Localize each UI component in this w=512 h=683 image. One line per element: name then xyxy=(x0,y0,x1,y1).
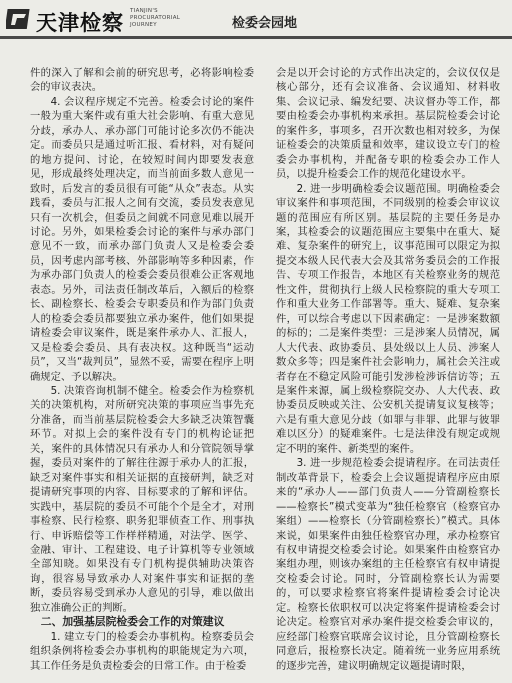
left-text-column xyxy=(30,66,254,673)
right-text-column xyxy=(276,66,500,673)
paragraph: 1. 建立专门的检委会办事机构。检察委员会组织条例将检委会办事机构的职能规定为六项，其工作任务是负责检委会的日常工作。由于检委 xyxy=(30,630,254,672)
section-title: 检委会园地 xyxy=(232,16,298,31)
paragraph: 会是以开会讨论的方式作出决定的，会议仅仅是核心部分，还有会议准备、会议通知、材料收集、会议记录、编发纪要、决议督办等工作，都要由检委会办事机构来承担。基层院检委会讨论的案件多，事项多，召开次数也相对较多，为保证检委会的决策质量和效率，建议设立专门的检委会办事机构，并配备专职的检委会办工作人员，以提升检委会工作的规范化建设水平。 xyxy=(276,67,500,181)
paragraph: 4. 会议程序规定不完善。检委会讨论的案件一般为重大案件或有重大社会影响、有重大意见分歧，承办人、承办部门可能讨论多次仍不能决定。而委员只是通过听汇报、看材料，对有疑问的地方提问、讨论，在较短时间内即要发表意见，形成最终处理决定，而当前面多数人意见一致时，后发言的委员很有可能“从众”表态。从实践看，委员与汇报人之间有交流，委员发表意见只有一次机会，但委员之间就不同意见难以展开讨论。另外，如果检委会讨论的案件与承办部门意见不一致，而承办部门负责人又是检委会委员，因考虑内部考核、外部影响等多种因素，作为承办部门负责人的检委会委员很难公正客观地表态。另外，司法责任制改革后，入额后的检察长、副检察长、检委会专职委员和作为部门负责人的检委会委员都要独立承办案件，他们如果提请检委会审议案件，既是案件承办人、汇报人，又是检委会委员、具有表决权。这种既当“运动员”，又当“裁判员”，显然不妥，需要在程序上明确规定、予以解决。 xyxy=(30,95,254,383)
logo-emblem-icon xyxy=(6,6,34,32)
paragraph: 件的深入了解和会前的研究思考，必将影响检委会的审议表决。 xyxy=(30,67,254,94)
header-divider xyxy=(0,36,512,39)
paragraph: 5. 决策咨询机制不健全。检委会作为检察机关的决策机构，对所研究决策的事项应当事先充分准备，而当前基层院检委会大多缺乏决策智囊环节。对拟上会的案件没有专门的机构论证把关，案件的具体情况只有承办人和分管院领导掌握，委员对案件的了解往往源于承办人的汇报，缺乏对案件事实和相关证据的直接研判，缺乏对提请研究事项的内容、目标要求的了解和评估。实践中，基层院的委员不可能个个是全才，对刑事检察、民行检察、职务犯罪侦查工作、刑事执行、申诉赔偿等工作样样精通，对法学、医学、金融、审计、工程建设、电子计算机等专业领域全部知晓。如果没有专门机构提供辅助决策咨询，很容易导致承办人对案件事实和证据的垄断，委员容易受到承办人意见的引导，难以做出独立准确公正的判断。 xyxy=(30,384,254,614)
journal-logo-text: 天津检察 xyxy=(36,10,124,35)
paragraph: 2. 进一步明确检委会议题范围。明确检委会审议案件和事项范围，不同级别的检委会审议议题的范围应有所区别。基层院的主要任务是办案，其检委会的议题范围应主要集中在重大、疑难、复杂案件的研究上，议事范围可以限定为拟提交本级人民代表大会及其常务委员会的工作报告、专项工作报告，本地区有关检察业务的规范性文件，贯彻执行上级人民检察院的重大专项工作和重大业务工作部署等。重大、疑难、复杂案件，可以综合考虑以下因素确定：一是涉案数额的标的；二是案件类型：三是涉案人员情况，属人大代表、政协委员、县处级以上人员、涉案人数众多等；四是案件社会影响力，属社会关注或者存在不稳定风险可能引发涉检涉诉信访等；五是案件来源，属上级检察院交办、人大代表、政协委员反映或关注、公安机关提请复议复核等；六是有重大意见分歧（如罪与非罪、此罪与彼罪难以区分）的疑难案件。七是法律没有规定或规定不明的案件、新类型的案件。 xyxy=(276,182,500,455)
journal-english-subtitle: TIANJIN'S PROCURATORIAL JOURNEY xyxy=(130,8,181,28)
page-header xyxy=(0,0,512,42)
section-heading: 二、加强基层院检委会工作的对策建议 xyxy=(40,615,225,629)
paragraph: 3. 进一步规范检委会提请程序。在司法责任制改革背景下，检委会上会议题提请程序应由原来的“承办人——部门负责人——分管副检察长——检察长”模式变革为“独任检察官（检察官办案组）——检察长（分管副检察长）”模式。具体来说，如果案件由独任检察官办理，承办检察官有权申请提交检委会讨论。如果案件由检察官办案组办理，则该办案组的主任检察官有权申请提交检委会讨论。同时，分管副检察长认为需要的，可以要求检察官将案件提请检委会讨论决定。检察长依职权可以决定将案件提请检委会讨论决定。检察官对承办案件提交检委会审议的，应经部门检察官联席会议讨论，且分管副检察长同意后，报检察长决定。随着统一业务应用系统的逐步完善，建议明确规定议题提请时限， xyxy=(276,457,500,672)
